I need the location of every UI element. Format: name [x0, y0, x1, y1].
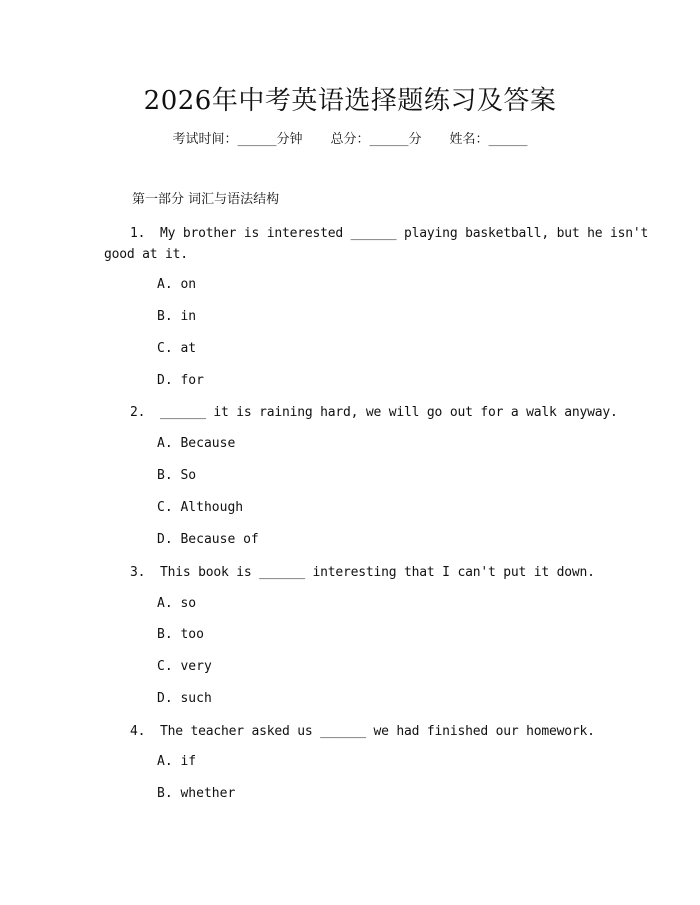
question-2-option-a: A. Because [157, 436, 236, 451]
question-2 [104, 402, 618, 423]
exam-time-label: 考试时间： [172, 132, 238, 147]
question-3-option-a: A. so [157, 596, 197, 611]
question-3 [104, 562, 604, 583]
exam-time-blank: ______ [237, 132, 277, 147]
question-4-option-b: B. whether [157, 786, 236, 801]
question-1-option-d: D. for [157, 373, 204, 388]
question-number: 4. [130, 724, 146, 739]
name-label: 姓名： [449, 132, 489, 147]
question-3-option-d: D. such [157, 691, 212, 706]
question-3-option-c: C. very [157, 659, 212, 674]
question-number: 3. [130, 565, 146, 580]
question-text-line1: ______ it is raining hard, we will go out for a walk anyway. [160, 405, 618, 420]
exam-time-unit: 分钟 [276, 132, 303, 147]
question-text-line2: good at it. [104, 247, 188, 262]
question-1-option-c: C. at [157, 341, 197, 356]
question-text-line1: This book is ______ interesting that I can't put it down. [160, 565, 595, 580]
question-2-option-c: C. Although [157, 500, 244, 515]
question-1-option-a: A. on [157, 277, 197, 292]
name-blank: ______ [488, 132, 528, 147]
total-score-label: 总分： [330, 132, 370, 147]
exam-meta-line [0, 130, 700, 150]
question-2-option-d: D. Because of [157, 532, 259, 547]
total-score-blank: ______ [369, 132, 409, 147]
question-2-option-b: B. So [157, 468, 197, 483]
section-title: 第一部分 词汇与语法结构 [132, 192, 280, 207]
question-3-option-b: B. too [157, 627, 204, 642]
question-4 [104, 721, 604, 742]
document-title: 2026年中考英语选择题练习及答案 [143, 86, 557, 116]
total-score-unit: 分 [408, 132, 422, 147]
question-1-option-b: B. in [157, 309, 197, 324]
question-4-option-a: A. if [157, 754, 197, 769]
question-number: 1. [130, 226, 146, 241]
question-text-line1: My brother is interested ______ playing basketball, but he isn't [160, 226, 649, 241]
question-number: 2. [130, 405, 146, 420]
question-1 [104, 223, 649, 265]
question-text-line1: The teacher asked us ______ we had finished our homework. [160, 724, 595, 739]
